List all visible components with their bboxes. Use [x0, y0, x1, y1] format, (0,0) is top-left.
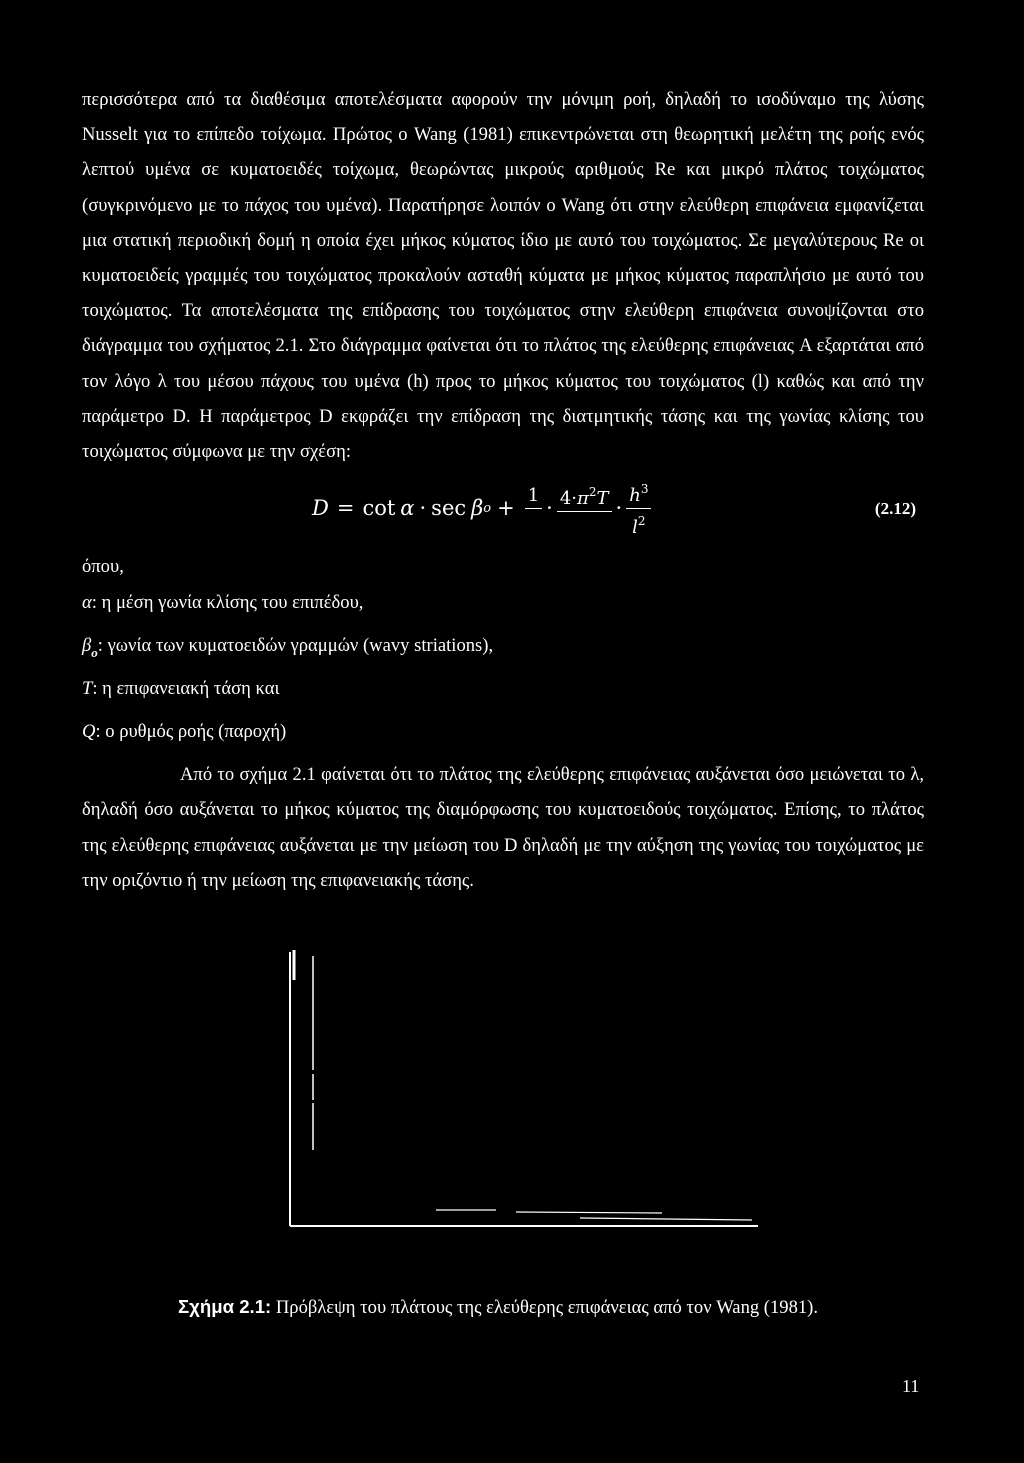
eq-frac2-T: T [596, 488, 609, 510]
figure-graphic [280, 950, 780, 1240]
def-text: : η επιφανειακή τάση και [92, 678, 280, 700]
caption-text: Πρόβλεψη του πλάτους της ελεύθερης επιφάνειας από τον Wang (1981). [271, 1297, 819, 1318]
eq-lhs: D [312, 496, 329, 521]
curve-segment [516, 1212, 662, 1213]
eq-frac1-num: 1 [525, 484, 542, 509]
paragraph-2: Από το σχήμα 2.1 φαίνεται ότι το πλάτος της ελεύθερης επιφάνειας αυξάνεται όσο μειώνεται το λ, δηλαδή όσο αυξάνεται το μήκος κύματος της διαμόρφωσης του κυματοειδούς τοιχώματος. Επίσης, το πλάτος της ελεύθερης επιφάνειας αυξάνεται με την μείωση του D δηλαδή με την αύξηση της γωνίας του τοιχώματος με την οριζόντιο ή την μείωση της επιφανειακής τάσης. [82, 764, 924, 891]
definition-Q [82, 714, 924, 757]
eq-dot-3: · [615, 496, 623, 521]
def-text: : ο ρυθμός ροής (παροχή) [95, 721, 287, 743]
eq-frac3-h-exp: 3 [640, 481, 649, 496]
eq-cot: cot [362, 496, 396, 521]
eq-plus: + [497, 496, 515, 521]
definition-alpha [82, 585, 924, 628]
caption-label: Σχήμα 2.1: [178, 1296, 272, 1317]
where-label: όπου, [82, 556, 124, 578]
curve-segment [580, 1218, 752, 1220]
eq-fraction-3 [626, 477, 651, 540]
eq-sec: sec [431, 496, 467, 521]
def-text: : γωνία των κυματοειδών γραμμών (wavy striations), [97, 635, 494, 657]
eq-dot-2: · [546, 496, 553, 521]
eq-frac3-l-exp: 2 [637, 513, 646, 528]
eq-frac2-pi: π [577, 488, 589, 510]
eq-dot-1: · [419, 496, 427, 521]
equation-2-12 [82, 473, 924, 549]
eq-frac3-h: h [629, 484, 641, 506]
eq-fraction-1 [525, 484, 542, 533]
eq-frac3-den [629, 509, 648, 540]
def-symbol: α [82, 592, 92, 614]
eq-frac2-den [578, 512, 590, 536]
eq-alpha: α [400, 496, 415, 521]
def-symbol: β [82, 635, 92, 657]
eq-beta: β [471, 496, 484, 521]
definition-beta [82, 628, 924, 671]
eq-frac2-num [557, 480, 612, 512]
definitions-list [82, 585, 924, 757]
eq-fraction-2 [557, 480, 612, 536]
eq-frac2-pre: 4· [559, 488, 578, 510]
eq-frac1-den [528, 509, 540, 533]
page-body [82, 82, 924, 898]
def-text: : η μέση γωνία κλίσης του επιπέδου, [91, 592, 364, 614]
def-symbol: T [82, 678, 93, 700]
definition-T [82, 671, 924, 714]
paragraph-1: περισσότερα από τα διαθέσιμα αποτελέσματα αφορούν την μόνιμη ροή, δηλαδή το ισοδύναμο της λύσης Nusselt για το επίπεδο τοίχωμα. Πρώτος ο Wang (1981) επικεντρώνεται στη θεωρητική μελέτη της ροής ενός λεπτού υμένα σε κυματοειδές τοίχωμα, θεωρώντας μικρούς αριθμούς Re και μικρό πλάτος τοιχώματος (συγκρινόμενο με το πάχος του υμένα). Παρατήρησε λοιπόν ο Wang ότι στην ελεύθερη επιφάνεια εμφανίζεται μια στατική περιοδική δομή η οποία έχει μήκος κύματος ίδιο με αυτό του τοιχώματος. Σε μεγαλύτερους Re οι κυματοειδείς γραμμές του τοιχώματος προκαλούν ασταθή κύματα με μήκος κύματος παραπλήσιο με αυτό του τοιχώματος. Τα αποτελέσματα της επίδρασης του τοιχώματος στην ελεύθερη επιφάνεια συνοψίζονται στο διάγραμμα του σχήματος 2.1. Στο διάγραμμα φαίνεται ότι το πλάτος της ελεύθερης επιφάνειας A εξαρτάται από τον λόγο λ του μέσου πάχους του υμένα (h) προς το μήκος κύματος του τοιχώματος (l) καθώς και από την παράμετρο D. Η παράμετρος D εκφράζει την επίδραση της διατμητικής τάσης και της γωνίας κλίσης του τοιχώματος σύμφωνα με την σχέση: [82, 89, 924, 463]
figure-caption [178, 1296, 818, 1319]
figure-2-1 [280, 950, 780, 1240]
equation-formula [312, 473, 655, 543]
eq-frac3-l: l [632, 516, 638, 538]
page-number: 11 [902, 1376, 920, 1396]
eq-frac2-pi-exp: 2 [588, 485, 597, 500]
eq-beta-sub: o [483, 500, 492, 516]
eq-frac3-num [626, 477, 651, 509]
equation-number: (2.12) [874, 499, 916, 519]
eq-equals: = [336, 496, 355, 521]
def-symbol: Q [82, 721, 96, 743]
def-sub: o [91, 645, 98, 661]
